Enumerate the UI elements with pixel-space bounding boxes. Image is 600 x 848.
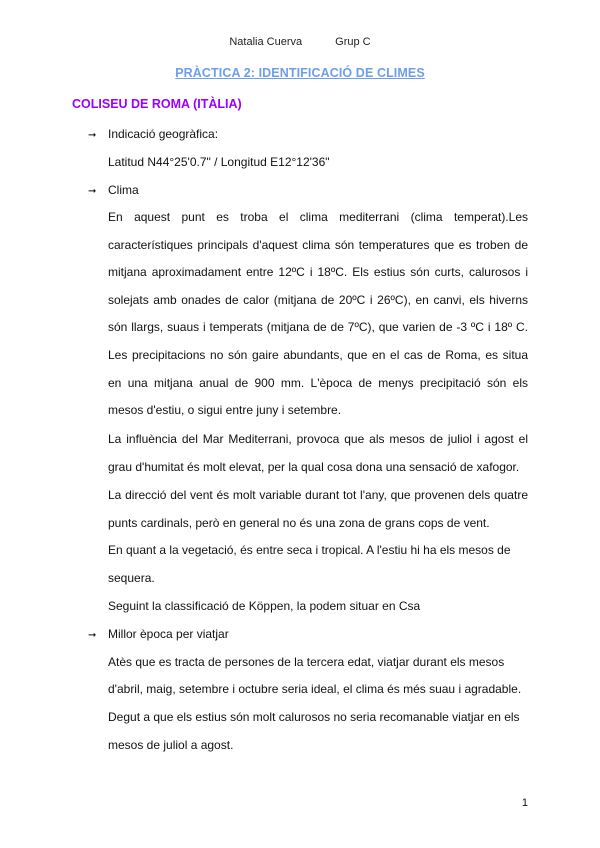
clima-line: En quant a la vegetació, és entre seca i tropical. A l'estiu hi ha els mesos de xyxy=(108,543,511,557)
page-number: 1 xyxy=(521,797,528,809)
clima-line: La direcció del vent és molt variable durant tot l'any, que provenen dels quatre xyxy=(108,488,528,502)
document-title: PRÀCTICA 2: IDENTIFICACIÓ DE CLIMES xyxy=(175,66,425,80)
clima-line: Seguint la classificació de Köppen, la podem situar en Csa xyxy=(108,599,421,613)
arrow-right-icon: ➞ xyxy=(88,630,97,641)
viatjar-line: Degut a que els estius són molt calurosos no seria recomanable viatjar en els xyxy=(108,710,520,724)
clima-line: punts cardinals, però en general no és una zona de grans cops de vent. xyxy=(108,516,490,530)
clima-line: La influència del Mar Mediterrani, provoca que als mesos de juliol i agost el xyxy=(108,432,528,446)
bullet-geo-label: Indicació geogràfica: xyxy=(108,127,219,141)
viatjar-line: Atès que es tracta de persones de la tercera edat, viatjar durant els mesos xyxy=(108,655,505,669)
clima-line: característiques principals d'aquest clima són temperatures que es troben de xyxy=(108,238,528,252)
clima-line: sequera. xyxy=(108,571,155,585)
group-name: Grup C xyxy=(335,36,371,48)
bullet-clima xyxy=(88,183,139,199)
geo-coordinates: Latitud N44°25'0.7" / Longitud E12°12'36" xyxy=(108,155,330,169)
clima-line: en una mitjana anual de 900 mm. L'època de menys precipitació són els xyxy=(108,376,528,390)
bullet-geo xyxy=(88,127,218,143)
author-name: Natalia Cuerva xyxy=(229,36,303,48)
clima-line: En aquest punt es troba el clima mediterrani (clima temperat).Les xyxy=(108,210,528,224)
viatjar-line: mesos de juliol a agost. xyxy=(108,738,234,752)
section-heading: COLISEU DE ROMA (ITÀLIA) xyxy=(72,97,242,111)
viatjar-line: d'abril, maig, setembre i octubre seria ideal, el clima és més suau i agradable. xyxy=(108,682,522,696)
clima-line: solejats amb onades de calor (mitjana de 20ºC i 26ºC), en canvi, els hiverns xyxy=(108,293,528,307)
clima-line: Les precipitacions no són gaire abundants, que en el cas de Roma, es situa xyxy=(108,348,528,362)
clima-line: grau d'humitat és molt elevat, per la qual cosa dona una sensació de xafogor. xyxy=(108,460,520,474)
bullet-viatjar xyxy=(88,627,229,643)
bullet-clima-label: Clima xyxy=(108,183,139,197)
arrow-right-icon: ➞ xyxy=(88,186,97,197)
clima-line: mesos d'estiu, o sigui entre juny i setembre. xyxy=(108,403,342,417)
arrow-right-icon: ➞ xyxy=(88,130,97,141)
clima-line: són llargs, suaus i temperats (mitjana de de 7ºC), que varien de -3 ºC i 18º C. xyxy=(108,320,528,334)
clima-line: mitjana aproximadament entre 12ºC i 18ºC. Els estius són curts, calurosos i xyxy=(108,265,528,279)
bullet-viatjar-label: Millor època per viatjar xyxy=(108,627,229,641)
